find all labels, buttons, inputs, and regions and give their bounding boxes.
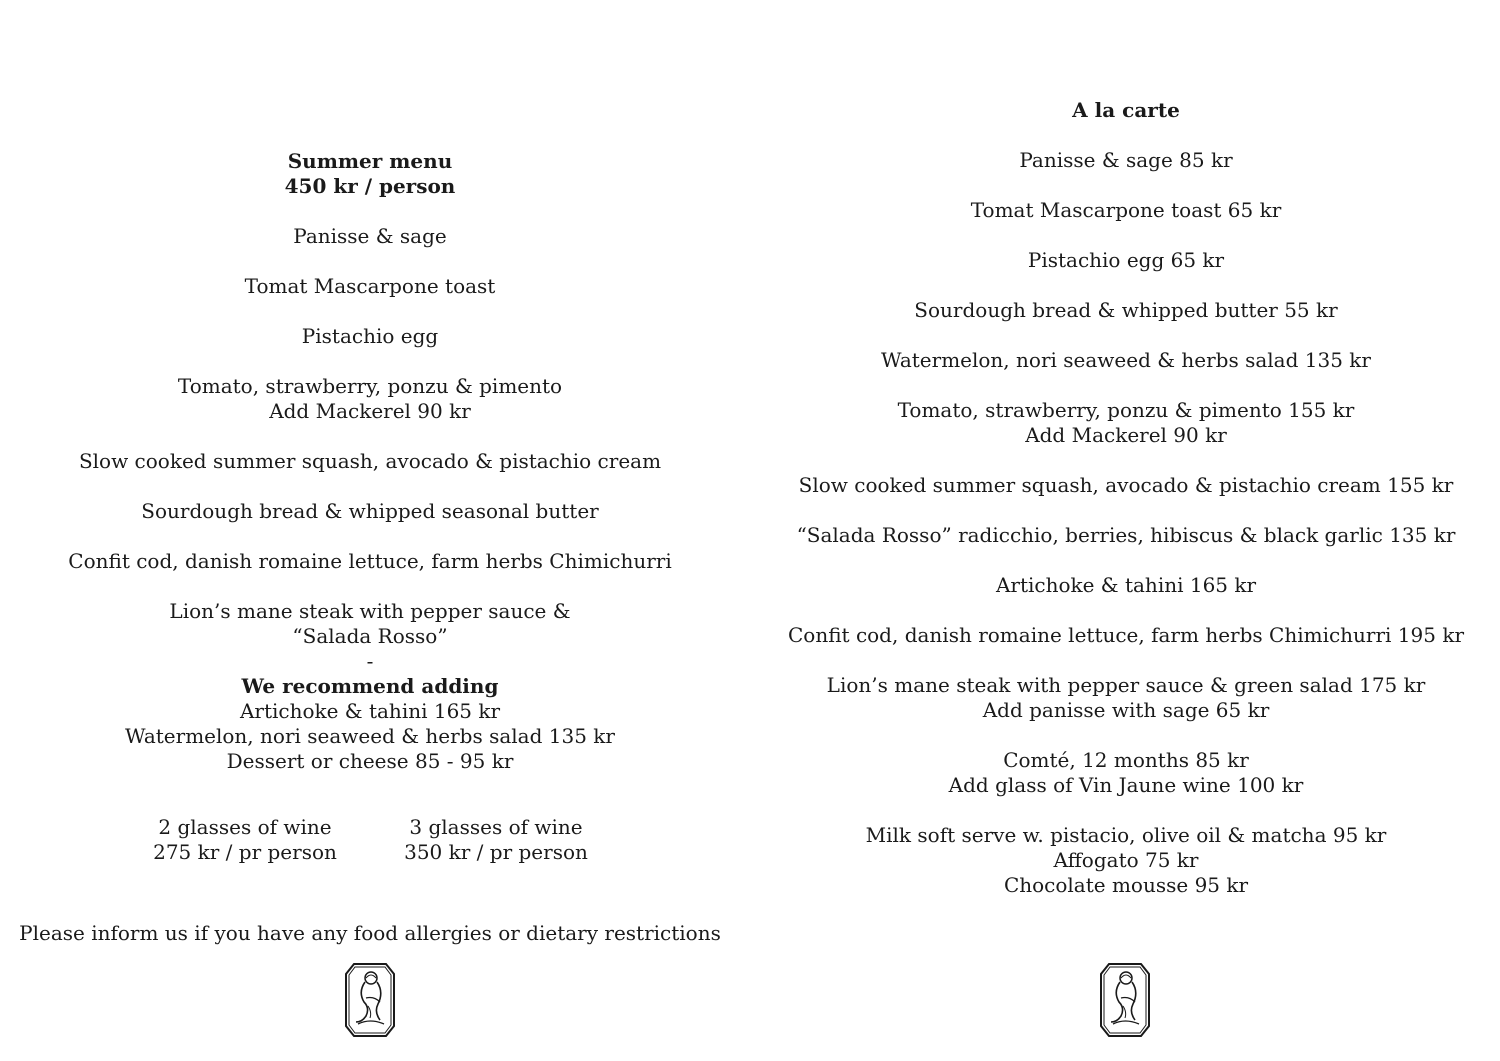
menu-item	[752, 398, 1500, 448]
main-course-line: Lion’s mane steak with pepper sauce &	[169, 599, 571, 623]
menu-item	[752, 148, 1500, 173]
course-line: Tomato, strawberry, ponzu & pimento	[177, 374, 563, 398]
menu-item	[752, 523, 1500, 548]
menu-item-line: Watermelon, nori seaweed & herbs salad 135 kr	[881, 348, 1371, 372]
wine-pairing-label: 2 glasses of wine	[158, 815, 332, 839]
course-item	[0, 274, 740, 299]
menu-item	[752, 748, 1500, 798]
wine-pairing-label: 3 glasses of wine	[409, 815, 583, 839]
menu-item	[752, 298, 1500, 323]
a-la-carte-title: A la carte	[1072, 98, 1180, 122]
menu-item	[752, 248, 1500, 273]
recommend-item: Watermelon, nori seaweed & herbs salad 135 kr	[125, 724, 615, 748]
main-course	[0, 599, 740, 774]
menu-item	[752, 348, 1500, 373]
course-item	[0, 324, 740, 349]
menu-item-line: Slow cooked summer squash, avocado & pistachio cream 155 kr	[798, 473, 1454, 497]
course-line: Panisse & sage	[293, 224, 447, 248]
recommend-item: Artichoke & tahini 165 kr	[239, 699, 501, 723]
menu-item-line: Artichoke & tahini 165 kr	[995, 573, 1257, 597]
course-line: Sourdough bread & whipped seasonal butter	[141, 499, 599, 523]
course-item	[0, 549, 740, 574]
menu-item-line: Affogato 75 kr	[1053, 848, 1199, 872]
seated-figure-emblem-icon	[1099, 962, 1151, 1038]
wine-pairing-price: 275 kr / pr person	[153, 840, 337, 864]
seated-figure-emblem-icon	[344, 962, 396, 1038]
course-line: Pistachio egg	[301, 324, 439, 348]
course-item	[0, 499, 740, 524]
menu-item-line: Sourdough bread & whipped butter 55 kr	[914, 298, 1338, 322]
course-item	[0, 449, 740, 474]
menu-item-line: Tomat Mascarpone toast 65 kr	[970, 198, 1282, 222]
menu-item	[752, 198, 1500, 223]
wine-pairing-option	[125, 815, 365, 865]
menu-item-line: Milk soft serve w. pistacio, olive oil & matcha 95 kr	[865, 823, 1387, 847]
menu-item	[752, 623, 1500, 648]
summer-menu-price: 450 kr / person	[284, 174, 456, 198]
menu-item-line: Confit cod, danish romaine lettuce, farm herbs Chimichurri 195 kr	[787, 623, 1465, 647]
main-course-line: “Salada Rosso”	[292, 624, 448, 648]
course-item	[0, 224, 740, 249]
menu-item-line: Comté, 12 months 85 kr	[1003, 748, 1249, 772]
menu-item	[752, 823, 1500, 898]
summer-menu-page	[0, 0, 740, 1061]
course-line: Confit cod, danish romaine lettuce, farm herbs Chimichurri	[68, 549, 672, 573]
menu-item	[752, 673, 1500, 723]
recommend-heading: We recommend adding	[241, 674, 499, 698]
allergy-note: Please inform us if you have any food allergies or dietary restrictions	[19, 921, 721, 945]
course-addon: Add Mackerel 90 kr	[269, 399, 471, 423]
recommend-item: Dessert or cheese 85 - 95 kr	[226, 749, 514, 773]
summer-menu-title: Summer menu	[287, 149, 453, 173]
wine-pairing-option	[376, 815, 616, 865]
separator: -	[366, 649, 374, 673]
menu-item-line: “Salada Rosso” radicchio, berries, hibiscus & black garlic 135 kr	[796, 523, 1456, 547]
menu-item-addon: Add glass of Vin Jaune wine 100 kr	[948, 773, 1304, 797]
menu-item	[752, 473, 1500, 498]
menu-item-line: Tomato, strawberry, ponzu & pimento 155 kr	[897, 398, 1355, 422]
menu-item-addon: Add Mackerel 90 kr	[1025, 423, 1227, 447]
menu-item-line: Chocolate mousse 95 kr	[1003, 873, 1249, 897]
menu-item	[752, 573, 1500, 598]
menu-item-line: Panisse & sage 85 kr	[1019, 148, 1233, 172]
wine-pairing-price: 350 kr / pr person	[404, 840, 588, 864]
menu-item-addon: Add panisse with sage 65 kr	[982, 698, 1270, 722]
course-line: Tomat Mascarpone toast	[244, 274, 496, 298]
course-line: Slow cooked summer squash, avocado & pistachio cream	[78, 449, 662, 473]
a-la-carte-page	[752, 0, 1500, 1061]
course-item	[0, 374, 740, 424]
menu-item-line: Pistachio egg 65 kr	[1027, 248, 1225, 272]
menu-item-line: Lion’s mane steak with pepper sauce & green salad 175 kr	[826, 673, 1426, 697]
